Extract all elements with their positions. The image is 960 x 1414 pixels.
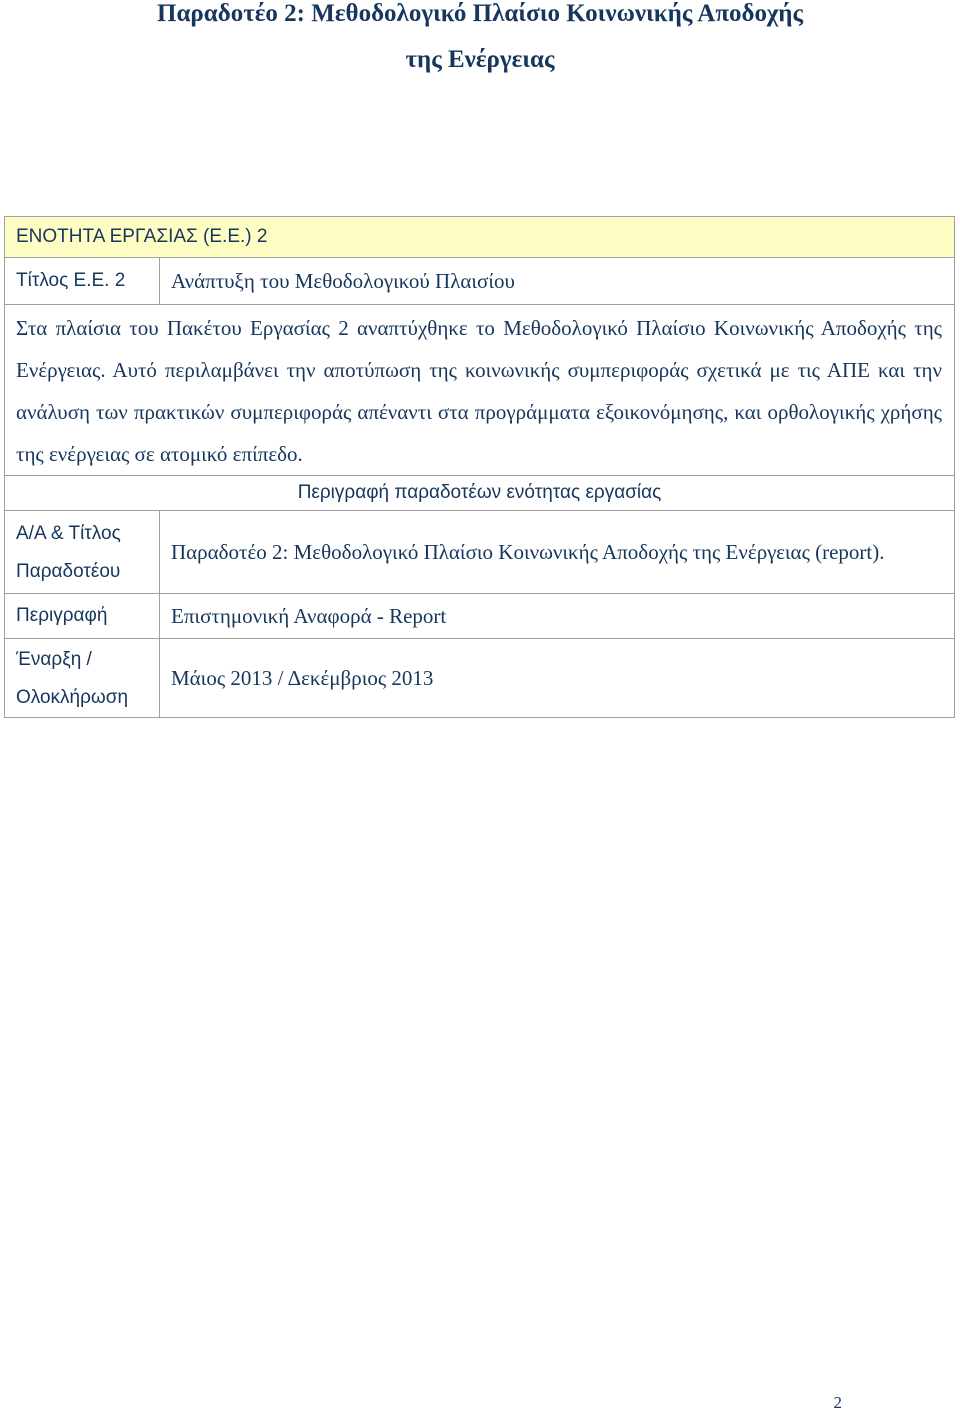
page-number: 2 [833, 1393, 842, 1412]
deliverable-title-value: Παραδοτέο 2: Μεθοδολογικό Πλαίσιο Κοινωνικής Αποδοχής της Ενέργειας (report). [160, 511, 955, 594]
deliverable-dates-label [5, 639, 160, 718]
deliverables-header: Περιγραφή παραδοτέων ενότητας εργασίας [5, 476, 955, 511]
deliverable-title-row [5, 511, 955, 594]
work-package-title-row [5, 258, 955, 305]
deliverable-dates-label-line2: Ολοκλήρωση [16, 687, 129, 708]
work-package-title-label: Τίτλος Ε.Ε. 2 [5, 258, 160, 305]
deliverable-title-label [5, 511, 160, 594]
work-package-header-row [5, 217, 955, 258]
document-title-line2: της Ενέργειας [405, 46, 555, 73]
work-package-title-value: Ανάπτυξη του Μεθοδολογικού Πλαισίου [160, 258, 955, 305]
deliverable-dates-label-line1: Έναρξη / [16, 649, 92, 670]
deliverable-title-label-line2: Παραδοτέου [16, 561, 121, 582]
deliverable-title-label-line1: Α/Α & Τίτλος [16, 523, 121, 544]
deliverable-description-label: Περιγραφή [5, 594, 160, 639]
work-package-header: ΕΝΟΤΗΤΑ ΕΡΓΑΣΙΑΣ (Ε.Ε.) 2 [5, 217, 955, 258]
deliverable-description-row [5, 594, 955, 639]
work-package-description-row [5, 305, 955, 476]
deliverables-header-row [5, 476, 955, 511]
deliverable-dates-row [5, 639, 955, 718]
document-title-line1: Παραδοτέο 2: Μεθοδολογικό Πλαίσιο Κοινωνικής Αποδοχής [157, 0, 803, 27]
deliverable-dates-value: Μάιος 2013 / Δεκέμβριος 2013 [160, 639, 955, 718]
work-package-table [4, 216, 955, 718]
deliverable-description-value: Επιστημονική Αναφορά - Report [160, 594, 955, 639]
work-package-description: Στα πλαίσια του Πακέτου Εργασίας 2 αναπτύχθηκε το Μεθοδολογικό Πλαίσιο Κοινωνικής Αποδοχής της Ενέργειας. Αυτό περιλαμβάνει την αποτύπωση της κοινωνικής συμπεριφοράς σχετικά με τις ΑΠΕ και την ανάλυση των πρακτικών συμπεριφοράς απέναντι στα προγράμματα εξοικονόμησης, και ορθολογικής χρήσης της ενέργειας σε ατομικό επίπεδο. [5, 305, 955, 476]
